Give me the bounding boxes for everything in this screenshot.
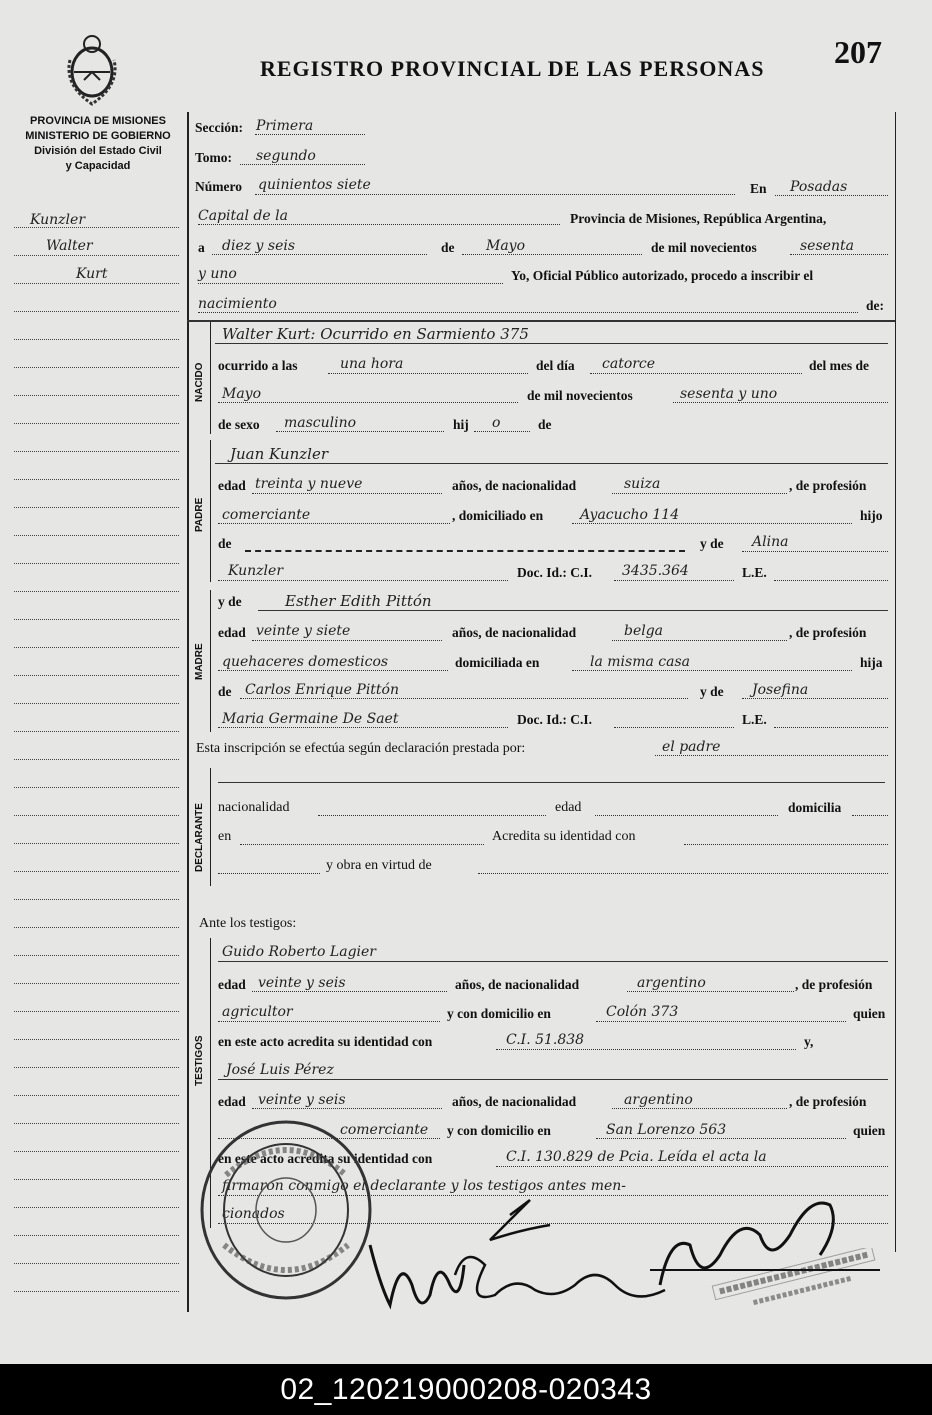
padre-name-line xyxy=(215,463,888,464)
en-value: Posadas xyxy=(790,179,848,195)
dia-nac-value: catorce xyxy=(602,356,656,372)
madre-le-line xyxy=(774,727,888,728)
margin-ruled-line xyxy=(14,395,179,396)
abuela-paterna: Alina xyxy=(752,534,789,550)
margin-ruled-line xyxy=(14,759,179,760)
sexo-value: masculino xyxy=(284,415,357,431)
padre-edad-line xyxy=(252,493,442,494)
padre-prof-line xyxy=(218,523,450,524)
anio-nac-line xyxy=(673,402,888,403)
madre-y-de2-label: y de xyxy=(700,684,724,699)
t1-dom-line xyxy=(596,1021,846,1022)
anio2-line xyxy=(198,283,503,284)
padre-edad-label: edad xyxy=(218,478,246,493)
seccion-line xyxy=(255,134,365,135)
padre-le-line xyxy=(774,580,888,581)
a-label: a xyxy=(198,240,205,255)
declarante-en-label: en xyxy=(218,829,232,844)
padre-nac-line xyxy=(612,493,787,494)
section-divider xyxy=(187,320,895,322)
margin-ruled-line xyxy=(14,311,179,312)
t2-nac-label: años, de nacionalidad xyxy=(452,1094,577,1109)
padre-edad-value: treinta y nueve xyxy=(255,476,363,492)
margin-ruled-line xyxy=(14,1179,179,1180)
ocurrido-label: ocurrido a las xyxy=(218,358,298,373)
margin-ruled-line xyxy=(14,283,179,284)
madre-name: Esther Edith Pittón xyxy=(285,592,432,610)
margin-ruled-line xyxy=(14,619,179,620)
issuer-line-3: División del Estado Civil xyxy=(34,145,162,157)
issuer-line-4: y Capacidad xyxy=(65,160,131,172)
hij-value: o xyxy=(492,415,501,431)
margin-ruled-line xyxy=(14,647,179,648)
t2-nac-value: argentino xyxy=(624,1092,693,1108)
hij-label: hij xyxy=(453,417,469,432)
nacido-section-label: NACIDO xyxy=(194,362,205,402)
t2-prof-value: comerciante xyxy=(340,1122,429,1138)
t1-edad-value: veinte y seis xyxy=(258,975,346,991)
anio1-line xyxy=(790,254,888,255)
hora-line xyxy=(328,373,528,374)
declarante-acredita-label: Acredita su identidad con xyxy=(492,829,636,844)
declarante-edad-label: edad xyxy=(555,800,582,815)
page-number: 207 xyxy=(834,34,882,70)
t1-acredita-label: en este acto acredita su identidad con xyxy=(218,1034,433,1049)
seccion-value: Primera xyxy=(256,118,314,134)
madre-dom-line xyxy=(572,670,852,671)
madre-section-label: MADRE xyxy=(194,643,205,680)
mes-value: Mayo xyxy=(486,238,526,254)
padre-dom-label: , domiciliado en xyxy=(452,508,544,523)
madre-edad-line xyxy=(252,640,442,641)
image-id-footer: 02_120219000208-020343 xyxy=(0,1364,932,1415)
signatures-icon xyxy=(360,1195,880,1320)
declarante-nac-line xyxy=(318,815,546,816)
margin-surname: Kunzler xyxy=(30,212,86,228)
margin-ruled-line xyxy=(14,871,179,872)
padre-de-dash xyxy=(245,550,685,552)
numero-line xyxy=(255,194,735,195)
t2-dom-label: y con domicilio en xyxy=(447,1123,551,1138)
margin-ruled-line xyxy=(14,1263,179,1264)
ante-testigos: Ante los testigos: xyxy=(199,916,297,931)
nacido-name-line xyxy=(215,343,888,344)
t1-doc-line xyxy=(496,1049,796,1050)
margin-ruled-line xyxy=(14,507,179,508)
t2-doc-line xyxy=(496,1166,888,1167)
padre-doc-label: Doc. Id.: C.I. xyxy=(517,565,593,580)
main-border xyxy=(187,112,189,1312)
margin-ruled-line xyxy=(14,255,179,256)
padre-apellido-line xyxy=(218,580,508,581)
coat-of-arms-icon xyxy=(62,30,122,110)
margin-ruled-line xyxy=(14,1123,179,1124)
margin-ruled-line xyxy=(14,1151,179,1152)
margin-ruled-line xyxy=(14,339,179,340)
t1-edad-line xyxy=(252,991,447,992)
padre-section-label: PADRE xyxy=(194,497,205,532)
hij-line xyxy=(474,431,530,432)
margin-ruled-line xyxy=(14,843,179,844)
madre-doc-label: Doc. Id.: C.I. xyxy=(517,712,593,727)
padre-dom-value: Ayacucho 114 xyxy=(580,507,680,523)
hija-label: hija xyxy=(860,655,883,670)
abuela-line xyxy=(742,551,888,552)
madre-edad-value: veinte y siete xyxy=(256,623,351,639)
margin-ruled-line xyxy=(14,1011,179,1012)
anio2-value: y uno xyxy=(198,266,237,282)
tomo-line xyxy=(240,164,365,165)
testigo2-name-line xyxy=(218,1079,888,1080)
right-border xyxy=(895,112,896,1252)
margin-ruled-line xyxy=(14,927,179,928)
margin-ruled-line xyxy=(14,955,179,956)
margin-ruled-line xyxy=(14,451,179,452)
madre-ap-line xyxy=(218,727,508,728)
hijo-label: hijo xyxy=(860,508,883,523)
declarante-dom-label: domicilia xyxy=(788,800,842,815)
issuer-line-2: MINISTERIO DE GOBIERNO xyxy=(25,130,171,142)
padre-apellido: Kunzler xyxy=(228,563,284,579)
padre-nac-value: suiza xyxy=(624,476,661,492)
padre-doc-value: 3435.364 xyxy=(622,563,689,579)
declaracion-por: el padre xyxy=(662,739,721,755)
hora-value: una hora xyxy=(340,356,404,372)
margin-ruled-line xyxy=(14,703,179,704)
margin-ruled-line xyxy=(14,983,179,984)
tomo-value: segundo xyxy=(256,148,316,164)
madre-prof-value: quehaceres domesticos xyxy=(222,654,389,670)
padre-de-label: de xyxy=(218,536,232,551)
margin-ruled-line xyxy=(14,815,179,816)
acto-line xyxy=(198,312,858,313)
t1-quien-label: quien xyxy=(853,1006,886,1021)
sexo-label: de sexo xyxy=(218,417,260,432)
margin-ruled-line xyxy=(14,1095,179,1096)
acto-value: nacimiento xyxy=(198,296,277,312)
abuelo-line xyxy=(240,698,688,699)
del-mes-label: del mes de xyxy=(809,358,869,373)
testigo1-name-line xyxy=(218,961,888,962)
t2-dom-line xyxy=(596,1138,846,1139)
margin-ruled-line xyxy=(14,367,179,368)
declaracion-line xyxy=(655,755,888,756)
margin-middle-name: Kurt xyxy=(76,266,108,282)
testigo2-name: José Luis Pérez xyxy=(226,1062,334,1078)
nacido-de-label: de xyxy=(538,417,552,432)
seccion-label: Sección: xyxy=(195,120,243,135)
declaracion-text: Esta inscripción se efectúa según declaración prestada por: xyxy=(196,741,526,756)
madre-nac-line xyxy=(612,640,787,641)
margin-ruled-line xyxy=(14,563,179,564)
madre-rule xyxy=(210,590,211,732)
capital-value: Capital de la xyxy=(198,208,288,224)
declarante-rule xyxy=(210,768,211,886)
numero-label: Número xyxy=(195,179,242,194)
margin-ruled-line xyxy=(14,591,179,592)
t1-dom-value: Colón 373 xyxy=(606,1004,679,1020)
registry-stamp-icon xyxy=(196,1115,376,1305)
issuer-line-1: PROVINCIA DE MISIONES xyxy=(30,115,166,127)
margin-ruled-line xyxy=(14,1039,179,1040)
mes-line xyxy=(462,254,642,255)
nacido-name: Walter Kurt: Ocurrido en Sarmiento 375 xyxy=(222,325,529,343)
margin-ruled-line xyxy=(14,1291,179,1292)
document-title: REGISTRO PROVINCIAL DE LAS PERSONAS xyxy=(260,56,765,81)
declarante-en-line xyxy=(240,844,484,845)
declarante-name-line xyxy=(218,782,885,783)
t1-nac-value: argentino xyxy=(637,975,706,991)
de-label: de xyxy=(441,240,455,255)
margin-ruled-line xyxy=(14,535,179,536)
padre-dom-line xyxy=(572,523,852,524)
madre-de-label: de xyxy=(218,684,232,699)
t2-quien-label: quien xyxy=(853,1123,886,1138)
t1-prof-label: , de profesión xyxy=(795,977,873,992)
declarante-edad-line xyxy=(595,815,778,816)
t1-edad-label: edad xyxy=(218,977,246,992)
t2-edad-label: edad xyxy=(218,1094,246,1109)
madre-dom-label: domiciliada en xyxy=(455,655,540,670)
anio1-value: sesenta xyxy=(800,238,854,254)
padre-prof-label: , de profesión xyxy=(789,478,867,493)
t1-y-label: y, xyxy=(804,1034,814,1049)
padre-rule xyxy=(210,440,211,582)
declarante-obra-line xyxy=(478,873,888,874)
margin-ruled-line xyxy=(14,675,179,676)
testigos-section-label: TESTIGOS xyxy=(194,1035,205,1086)
dia-line xyxy=(212,254,427,255)
margin-ruled-line xyxy=(14,1067,179,1068)
declarante-obra-pre-line xyxy=(218,873,320,874)
t2-acredita-label: en este acto acredita su identidad con xyxy=(218,1151,433,1166)
issuer-block xyxy=(8,114,188,174)
nacido-rule xyxy=(210,322,211,434)
mil-label: de mil novecientos xyxy=(651,240,757,255)
abuela-materna-line xyxy=(742,698,888,699)
padre-prof-value: comerciante xyxy=(222,507,311,523)
testigo1-name: Guido Roberto Lagier xyxy=(222,944,376,960)
margin-ruled-line xyxy=(14,1207,179,1208)
t1-prof-value: agricultor xyxy=(222,1004,293,1020)
madre-prof-label: , de profesión xyxy=(789,625,867,640)
madre-doc-line xyxy=(614,727,734,728)
t1-nac-line xyxy=(627,991,794,992)
margin-ruled-line xyxy=(14,899,179,900)
margin-ruled-line xyxy=(14,423,179,424)
declarante-obra-label: y obra en virtud de xyxy=(326,858,432,873)
tomo-label: Tomo: xyxy=(195,150,233,165)
padre-doc-line xyxy=(614,580,734,581)
margin-ruled-line xyxy=(14,787,179,788)
en-line xyxy=(775,195,888,196)
mes-nac-line xyxy=(218,402,518,403)
padre-nac-label: años, de nacionalidad xyxy=(452,478,577,493)
madre-nac-value: belga xyxy=(624,623,664,639)
madre-dom-value: la misma casa xyxy=(590,654,691,670)
mil-nac-label: de mil novecientos xyxy=(527,388,633,403)
padre-name: Juan Kunzler xyxy=(230,445,328,463)
t2-edad-value: veinte y seis xyxy=(258,1092,346,1108)
t2-nac-line xyxy=(612,1108,787,1109)
sexo-line xyxy=(276,431,444,432)
dia-nac-line xyxy=(590,373,802,374)
madre-prof-line xyxy=(218,670,448,671)
t2-edad-line xyxy=(252,1108,442,1109)
madre-le-label: L.E. xyxy=(742,712,767,727)
abuela-materna: Josefina xyxy=(752,682,809,698)
t1-nac-label: años, de nacionalidad xyxy=(455,977,580,992)
t2-prof-label: , de profesión xyxy=(789,1094,867,1109)
oficial-text: Yo, Oficial Público autorizado, procedo a inscribir el xyxy=(511,268,814,283)
capital-line xyxy=(198,224,560,225)
t1-doc-value: C.I. 51.838 xyxy=(506,1032,585,1048)
mes-nac-value: Mayo xyxy=(222,386,262,402)
padre-le-label: L.E. xyxy=(742,565,767,580)
t1-prof-line xyxy=(218,1021,440,1022)
margin-ruled-line xyxy=(14,479,179,480)
margin-ruled-line xyxy=(14,731,179,732)
declarante-acredita-line xyxy=(684,844,888,845)
declarante-section-label: DECLARANTE xyxy=(194,803,205,872)
madre-nac-label: años, de nacionalidad xyxy=(452,625,577,640)
t2-doc-value: C.I. 130.829 de Pcia. Leída el acta la xyxy=(506,1149,767,1165)
del-dia-label: del día xyxy=(536,358,575,373)
cierre-line-1: firmaron conmigo el declarante y los testigos antes men- xyxy=(222,1178,627,1194)
madre-name-line xyxy=(258,610,888,611)
cierre-line-2: cionados xyxy=(222,1206,285,1222)
declarante-dom-line xyxy=(852,815,888,816)
madre-edad-label: edad xyxy=(218,625,246,640)
margin-ruled-line xyxy=(14,1235,179,1236)
de-final-label: de: xyxy=(866,298,884,313)
declarante-nac-label: nacionalidad xyxy=(218,800,290,815)
t1-dom-label: y con domicilio en xyxy=(447,1006,551,1021)
numero-value: quinientos siete xyxy=(258,177,371,193)
padre-y-de-label: y de xyxy=(700,536,724,551)
t2-dom-value: San Lorenzo 563 xyxy=(606,1122,727,1138)
anio-nac-value: sesenta y uno xyxy=(680,386,778,402)
provincia-text: Provincia de Misiones, República Argentina, xyxy=(570,211,827,226)
dia-value: diez y seis xyxy=(222,238,296,254)
abuela-materna-apellido: Maria Germaine De Saet xyxy=(222,711,399,727)
abuelo-materno: Carlos Enrique Pittón xyxy=(245,682,400,698)
madre-y-de-label: y de xyxy=(218,594,242,609)
en-label: En xyxy=(750,181,767,196)
margin-first-name: Walter xyxy=(46,238,93,254)
